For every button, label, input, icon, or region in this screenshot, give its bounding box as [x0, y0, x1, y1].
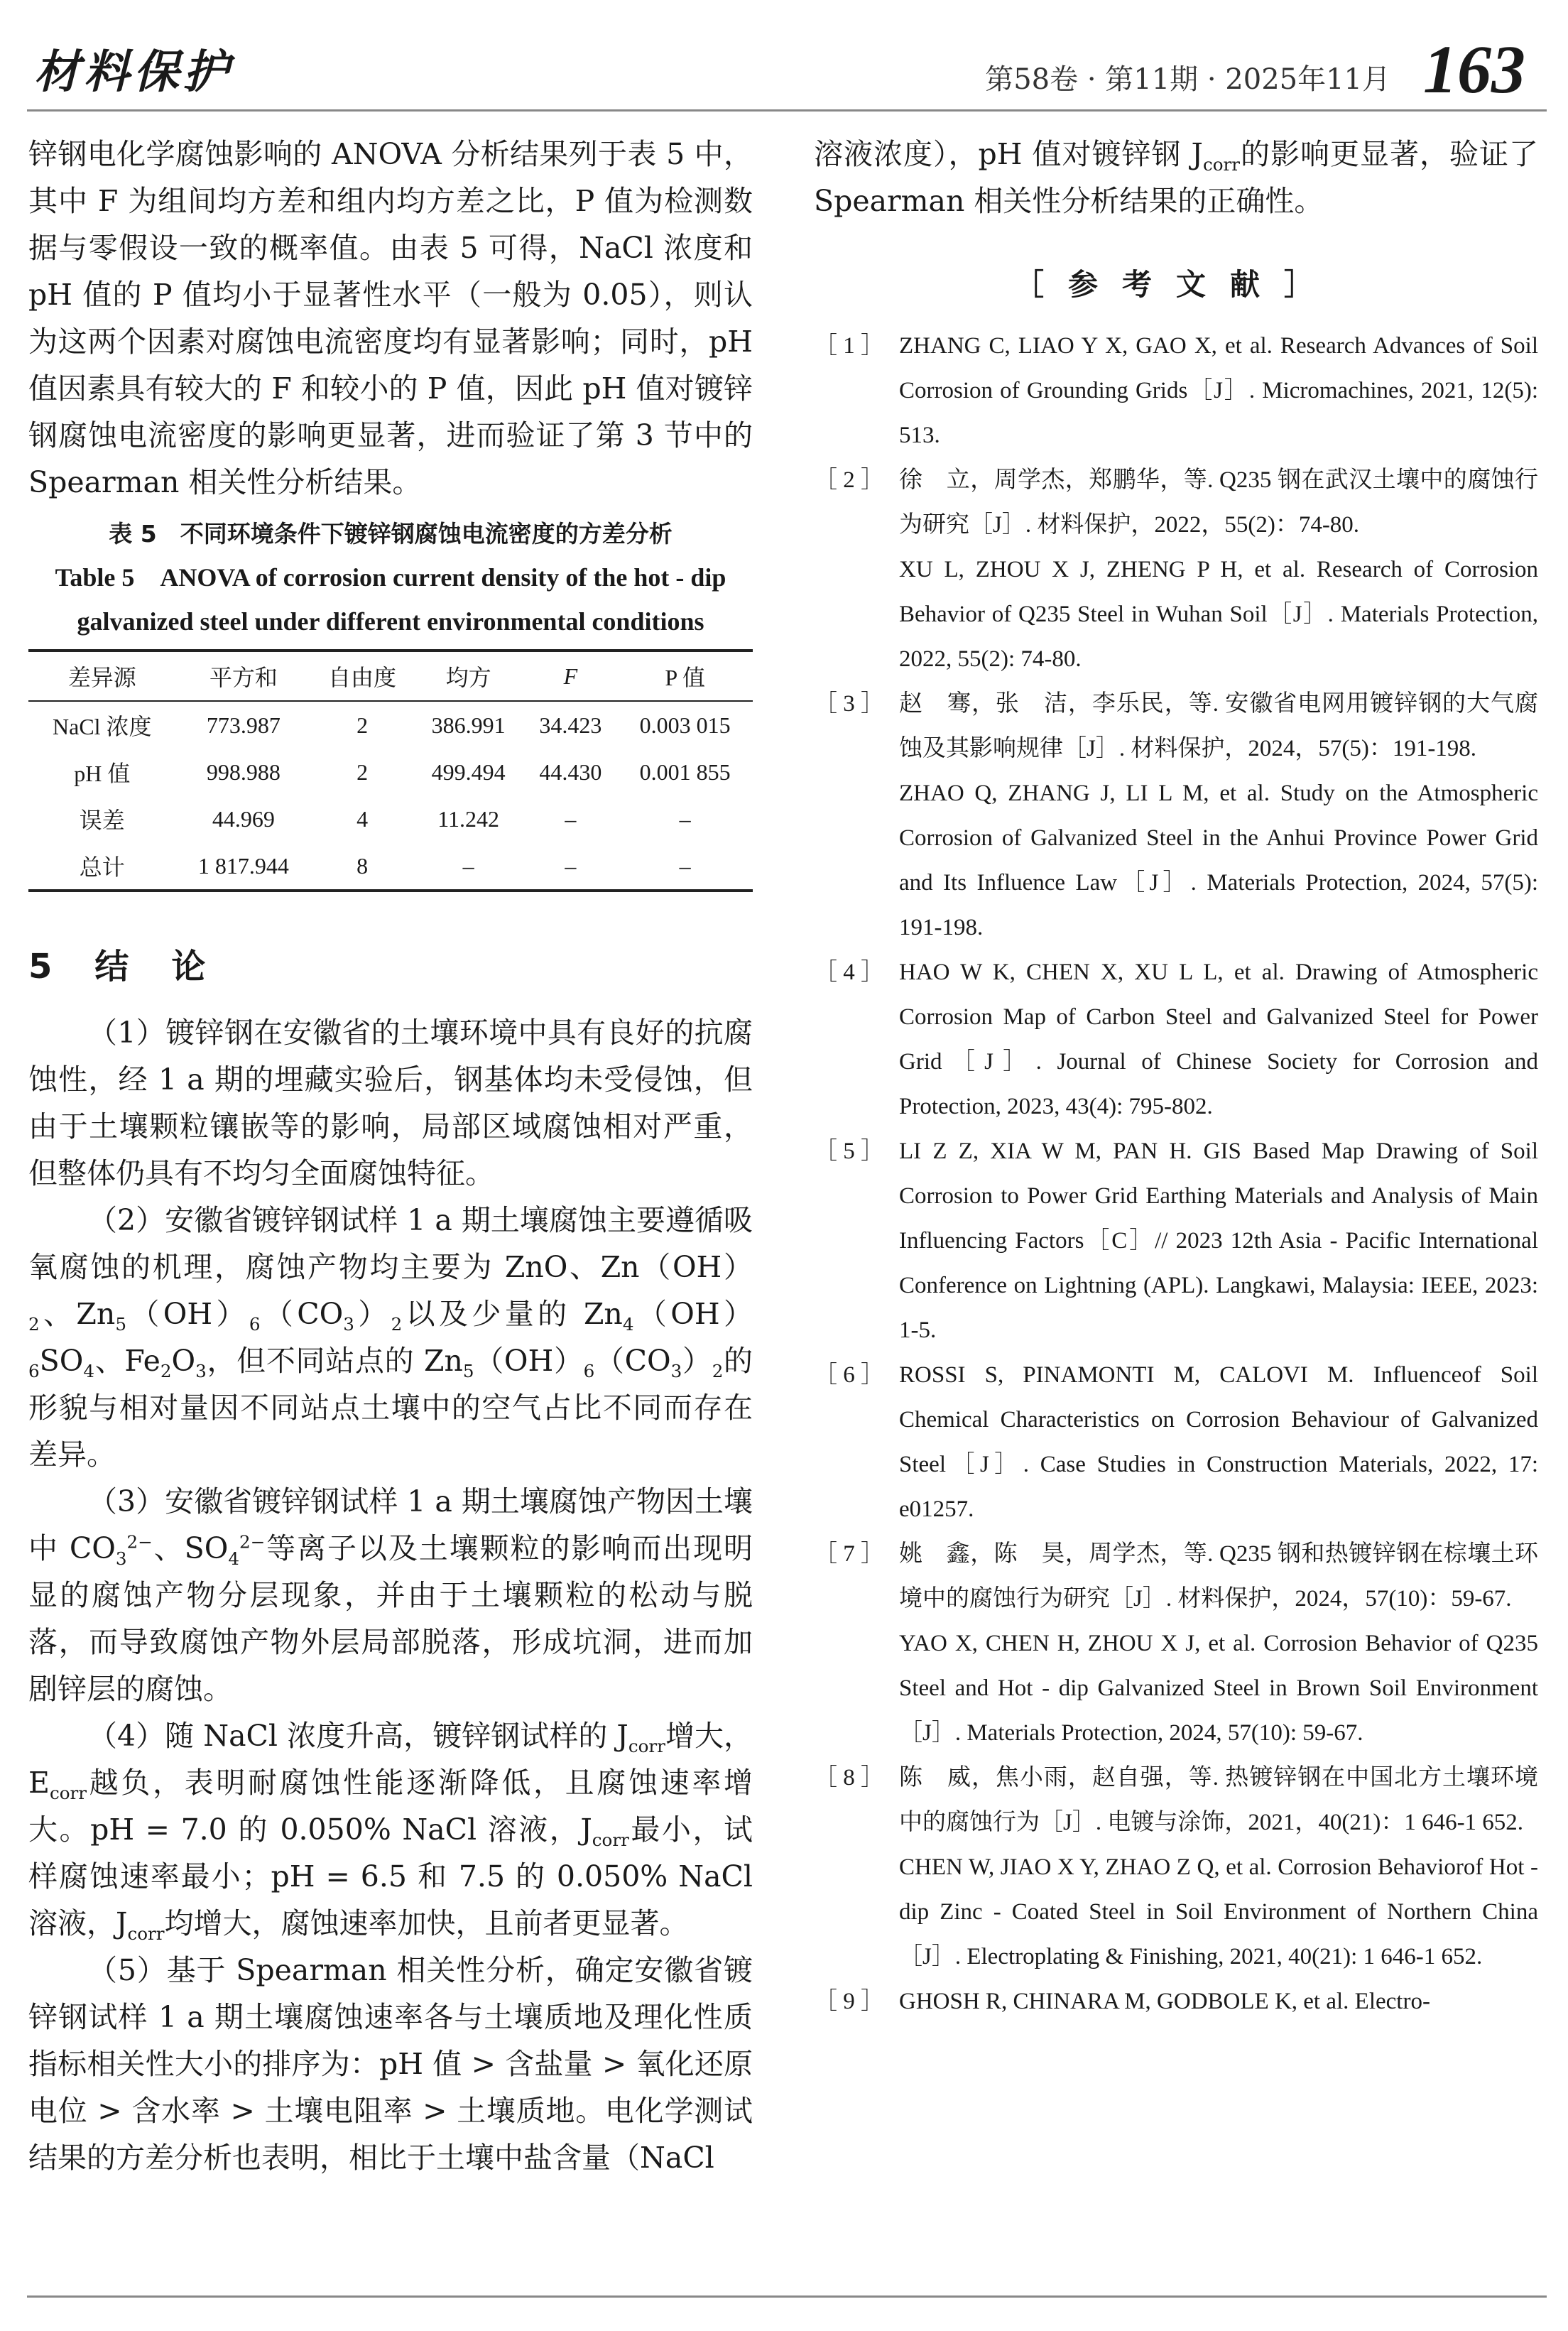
reference-item: ［ 2 ］ 徐 立，周学杰，郑鹏华，等. Q235 钢在武汉土壤中的腐蚀行为研究［J］. 材料保护，2022，55(2)：74-80. XU L, ZHOU X J, ZHENG P H, et al. Research of Corrosion Behavior of Q235 Steel in Wuhan Soil［J］. Materials Protection, 2022, 55(2): 74-80. [814, 467, 1538, 672]
table-caption [28, 513, 753, 643]
col-header: P 值 [617, 651, 753, 701]
right-column [814, 131, 1538, 2024]
page-header [27, 28, 1547, 105]
table-cell: 1 817.944 [176, 842, 312, 891]
conclusion-5-continued: 溶液浓度），pH 值对镀锌钢 $J_{corr}$的影响更显著，验证了 Spearman 相关性分析结果的正确性。 [814, 137, 1538, 218]
table-cell: pH 值 [74, 761, 131, 786]
table-cell: 2 [356, 759, 369, 785]
anova-paragraph: 锌钢电化学腐蚀影响的 ANOVA 分析结果列于表 5 中，其中 F 为组间均方差和组内均方差之比，P 值为检测数据与零假设一致的概率值。由表 5 可得，NaCl 浓度和 pH 值的 P 值均小于显著性水平（一般为 0.05），则认为这两个因素对腐蚀电流密度均有显著影响；同时，pH 值因素具有较大的 F 和较小的 P 值，因此 pH 值对镀锌钢腐蚀电流密度的影响更显著，进而验证了第 3 节中的 Spearman 相关性分析结果。 [28, 137, 753, 499]
reference-item: ［ 3 ］ 赵 骞，张 洁，李乐民，等. 安徽省电网用镀锌钢的大气腐蚀及其影响规律［J］. 材料保护，2024，57(5)：191-198. ZHAO Q, ZHANG J, LI L M, et al. Study on the Atmospheric Corrosion of Galvanized Steel in the Anhui Province Power Grid and Its Influence Law［J］. Materials Protection, 2024, 57(5): 191-198. [814, 691, 1538, 940]
table-cell: 误差 [79, 808, 125, 833]
table-row [28, 842, 753, 891]
table-cell: 998.988 [206, 759, 281, 785]
footer-rule [27, 2295, 1547, 2298]
table-cell: – [413, 842, 523, 891]
table-caption-cn: 表 5 不同环境条件下镀锌钢腐蚀电流密度的方差分析 [109, 520, 673, 548]
table-row [28, 701, 753, 749]
table-cell: – [523, 842, 617, 891]
conclusion-5: （5）基于 Spearman 相关性分析，确定安徽省镀锌钢试样 1 a 期土壤腐蚀速率各与土壤质地及理化性质指标相关性大小的排序为：pH 值 > 含盐量 > 氧化还原电位 > 含水率 > 土壤电阻率 > 土壤质地。电化学测试结果的方差分析也表明，相比于土壤中盐含量（NaCl [28, 1953, 753, 2175]
table-row [28, 749, 753, 795]
table-cell: 2 [356, 712, 369, 738]
table-caption-en-2: galvanized steel under different environmental conditions [77, 607, 704, 636]
table-row [28, 795, 753, 842]
table-cell: – [565, 805, 577, 832]
table-cell: – [617, 842, 753, 891]
table-cell: 34.423 [539, 712, 602, 738]
conclusion-3: （3）安徽省镀锌钢试样 1 a 期土壤腐蚀产物因土壤中 $CO_3^{2-}$、$SO_4^{2-}$等离子以及土壤颗粒的影响而出现明显的腐蚀产物分层现象，并由于土壤颗粒的松动与脱落，而导致腐蚀产物外层局部脱落，形成坑洞，进而加剧锌层的腐蚀。 [28, 1484, 753, 1706]
reference-item: ［ 5 ］ LI Z Z, XIA W M, PAN H. GIS Based Map Drawing of Soil Corrosion to Power Grid Earthing Materials and Analysis of Main Influencing Factors［C］// 2023 12th Asia - Pacific International Conference on Lightning (APL). Langkawi, Malaysia: IEEE, 2023: 1-5. [814, 1139, 1538, 1343]
reference-item: ［ 4 ］ HAO W K, CHEN X, XU L L, et al. Drawing of Atmospheric Corrosion Map of Carbon Steel and Galvanized Steel for Power Grid［J］. Journal of Chinese Society for Corrosion and Protection, 2023, 43(4): 795-802. [814, 960, 1538, 1119]
table-cell: 499.494 [431, 759, 506, 785]
table-cell: 0.001 855 [639, 759, 731, 785]
conclusion-1: （1）镀锌钢在安徽省的土壤环境中具有良好的抗腐蚀性，经 1 a 期的埋藏实验后，钢基体均未受侵蚀，但由于土壤颗粒镶嵌等的影响，局部区域腐蚀相对严重，但整体仍具有不均匀全面腐蚀特征。 [28, 1016, 753, 1190]
journal-logo: 材料保护 [34, 45, 233, 99]
col-header: F [523, 651, 617, 701]
table-cell: – [679, 805, 691, 832]
table-cell: 11.242 [437, 805, 500, 832]
table-header-row [28, 651, 753, 701]
table-caption-en-1: Table 5 ANOVA of corrosion current density of the hot - dip [55, 563, 726, 592]
reference-item: ［ 8 ］ 陈 威，焦小雨，赵自强，等. 热镀锌钢在中国北方土壤环境中的腐蚀行为［J］. 电镀与涂饰，2021，40(21)：1 646-1 652. CHEN W, JIAO X Y, ZHAO Z Q, et al. Corrosion Behaviorof Hot - dip Zinc - Coated Steel in Soil Environment of Northern China［J］. Electroplating & Finishing, 2021, 40(21): 1 646-1 652. [814, 1765, 1538, 1969]
table-cell: 0.003 015 [639, 712, 731, 738]
col-header: 均方 [413, 651, 523, 701]
table-cell: 8 [311, 842, 413, 891]
col-header: 差异源 [28, 651, 176, 701]
conclusion-4: （4）随 NaCl 浓度升高，镀锌钢试样的 $J_{corr}$增大，$E_{corr}$越负，表明耐腐蚀性能逐渐降低，且腐蚀速率增大。pH = 7.0 的 0.050% NaCl 溶液，$J_{corr}$最小，试样腐蚀速率最小；pH = 6.5 和 7.5 的 0.050% NaCl 溶液，$J_{corr}$均增大，腐蚀速率加快，且前者更显著。 [28, 1719, 753, 1945]
col-header: 自由度 [311, 651, 413, 701]
reference-item: ［ 7 ］ 姚 鑫，陈 昊，周学杰，等. Q235 钢和热镀锌钢在棕壤土环境中的腐蚀行为研究［J］. 材料保护，2024，57(10)：59-67. YAO X, CHEN H, ZHOU X J, et al. Corrosion Behavior of Q235 Steel and Hot - dip Galvanized Steel in Brown Soil Environment［J］. Materials Protection, 2024, 57(10): 59-67. [814, 1541, 1538, 1746]
table-cell: 773.987 [206, 712, 281, 738]
table-cell: 386.991 [431, 712, 506, 738]
col-header: 平方和 [176, 651, 312, 701]
table-cell: 44.430 [539, 759, 602, 785]
header-rule [27, 109, 1547, 112]
reference-item: ［ 1 ］ ZHANG C, LIAO Y X, GAO X, et al. Research Advances of Soil Corrosion of Grounding Grids［J］. Micromachines, 2021, 12(5): 513. [814, 333, 1538, 448]
table-cell: 总计 [28, 842, 176, 891]
anova-table [28, 649, 753, 892]
table-cell: NaCl 浓度 [53, 714, 152, 739]
conclusion-2: （2）安徽省镀锌钢试样 1 a 期土壤腐蚀主要遵循吸氧腐蚀的机理，腐蚀产物均主要为 ZnO、$Zn(OH)_2$、$Zn_5(OH)_6(CO_3)_2$以及少量的 $Zn_4(OH)_6SO_4$、$Fe_2O_3$，但不同站点的 $Zn_5(OH)_6(CO_3)_2$的形貌与相对量因不同站点土壤中的空气占比不同而存在差异。 [28, 1203, 753, 1472]
table-cell: 4 [356, 805, 369, 832]
table-cell: 44.969 [212, 805, 275, 832]
section-title: 5 结 论 [28, 947, 210, 987]
reference-item: ［ 6 ］ ROSSI S, PINAMONTI M, CALOVI M. Influenceof Soil Chemical Characteristics on Corrosion Behaviour of Galvanized Steel［J］. Case Studies in Construction Materials, 2022, 17: e01257. [814, 1362, 1538, 1522]
page-number: 163 [1423, 31, 1525, 107]
issue-info: 第58卷 · 第11期 · 2025年11月 [985, 63, 1390, 96]
reference-item: ［ 9 ］ GHOSH R, CHINARA M, GODBOLE K, et al. Electro- [814, 1989, 1430, 2014]
left-column [28, 131, 753, 2181]
references-title: ［参考文献］ [1013, 267, 1338, 302]
